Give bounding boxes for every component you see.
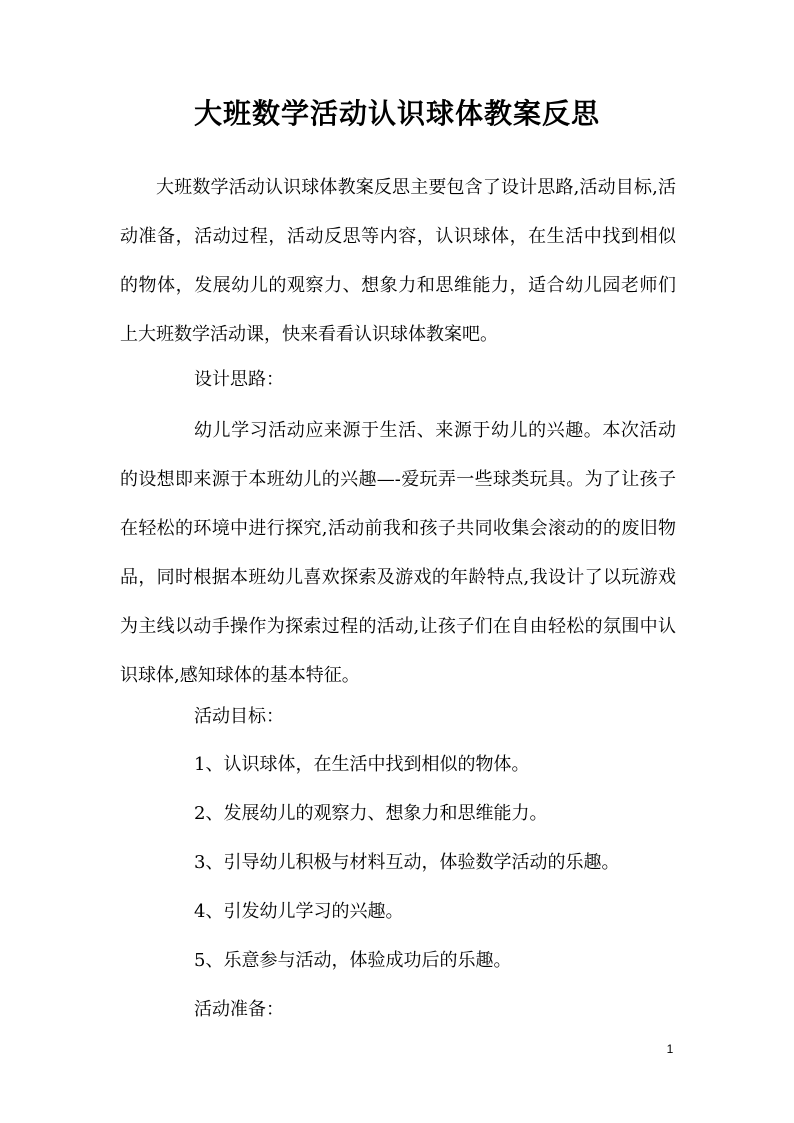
- goal-item: 4、引发幼儿学习的兴趣。: [194, 901, 404, 922]
- goals-heading: 活动目标：: [194, 706, 284, 727]
- intro-paragraph: 大班数学活动认识球体教案反思主要包含了设计思路,活动目标,活动准备，活动过程，活动反思等内容，认识球体，在生活中找到相似的物体，发展幼儿的观察力、想象力和思维能力，适合幼儿园老师们上大班数学活动课，快来看看认识球体教案吧。: [120, 177, 676, 345]
- goal-item: 1、认识球体，在生活中找到相似的物体。: [194, 754, 530, 775]
- goal-item: 2、发展幼儿的观察力、想象力和思维能力。: [194, 803, 548, 824]
- preparation-heading: 活动准备：: [194, 999, 284, 1020]
- document-title: 大班数学活动认识球体教案反思: [193, 97, 600, 130]
- goal-item: 5、乐意参与活动，体验成功后的乐趣。: [194, 950, 512, 971]
- design-paragraph: 幼儿学习活动应来源于生活、来源于幼儿的兴趣。本次活动的设想即来源于本班幼儿的兴趣—-爱玩弄一些球类玩具。为了让孩子在轻松的环境中进行探究,活动前我和孩子共同收集会滚动的的废旧物品，同时根据本班幼儿喜欢探索及游戏的年龄特点,我设计了以玩游戏为主线以动手操作为探索过程的活动,让孩子们在自由轻松的氛围中认识球体,感知球体的基本特征。: [120, 420, 676, 686]
- goals-list: [194, 740, 674, 985]
- design-heading: 设计思路：: [194, 369, 284, 390]
- goal-item: 3、引导幼儿积极与材料互动，体验数学活动的乐趣。: [194, 852, 620, 873]
- page-number: 1: [666, 1042, 674, 1056]
